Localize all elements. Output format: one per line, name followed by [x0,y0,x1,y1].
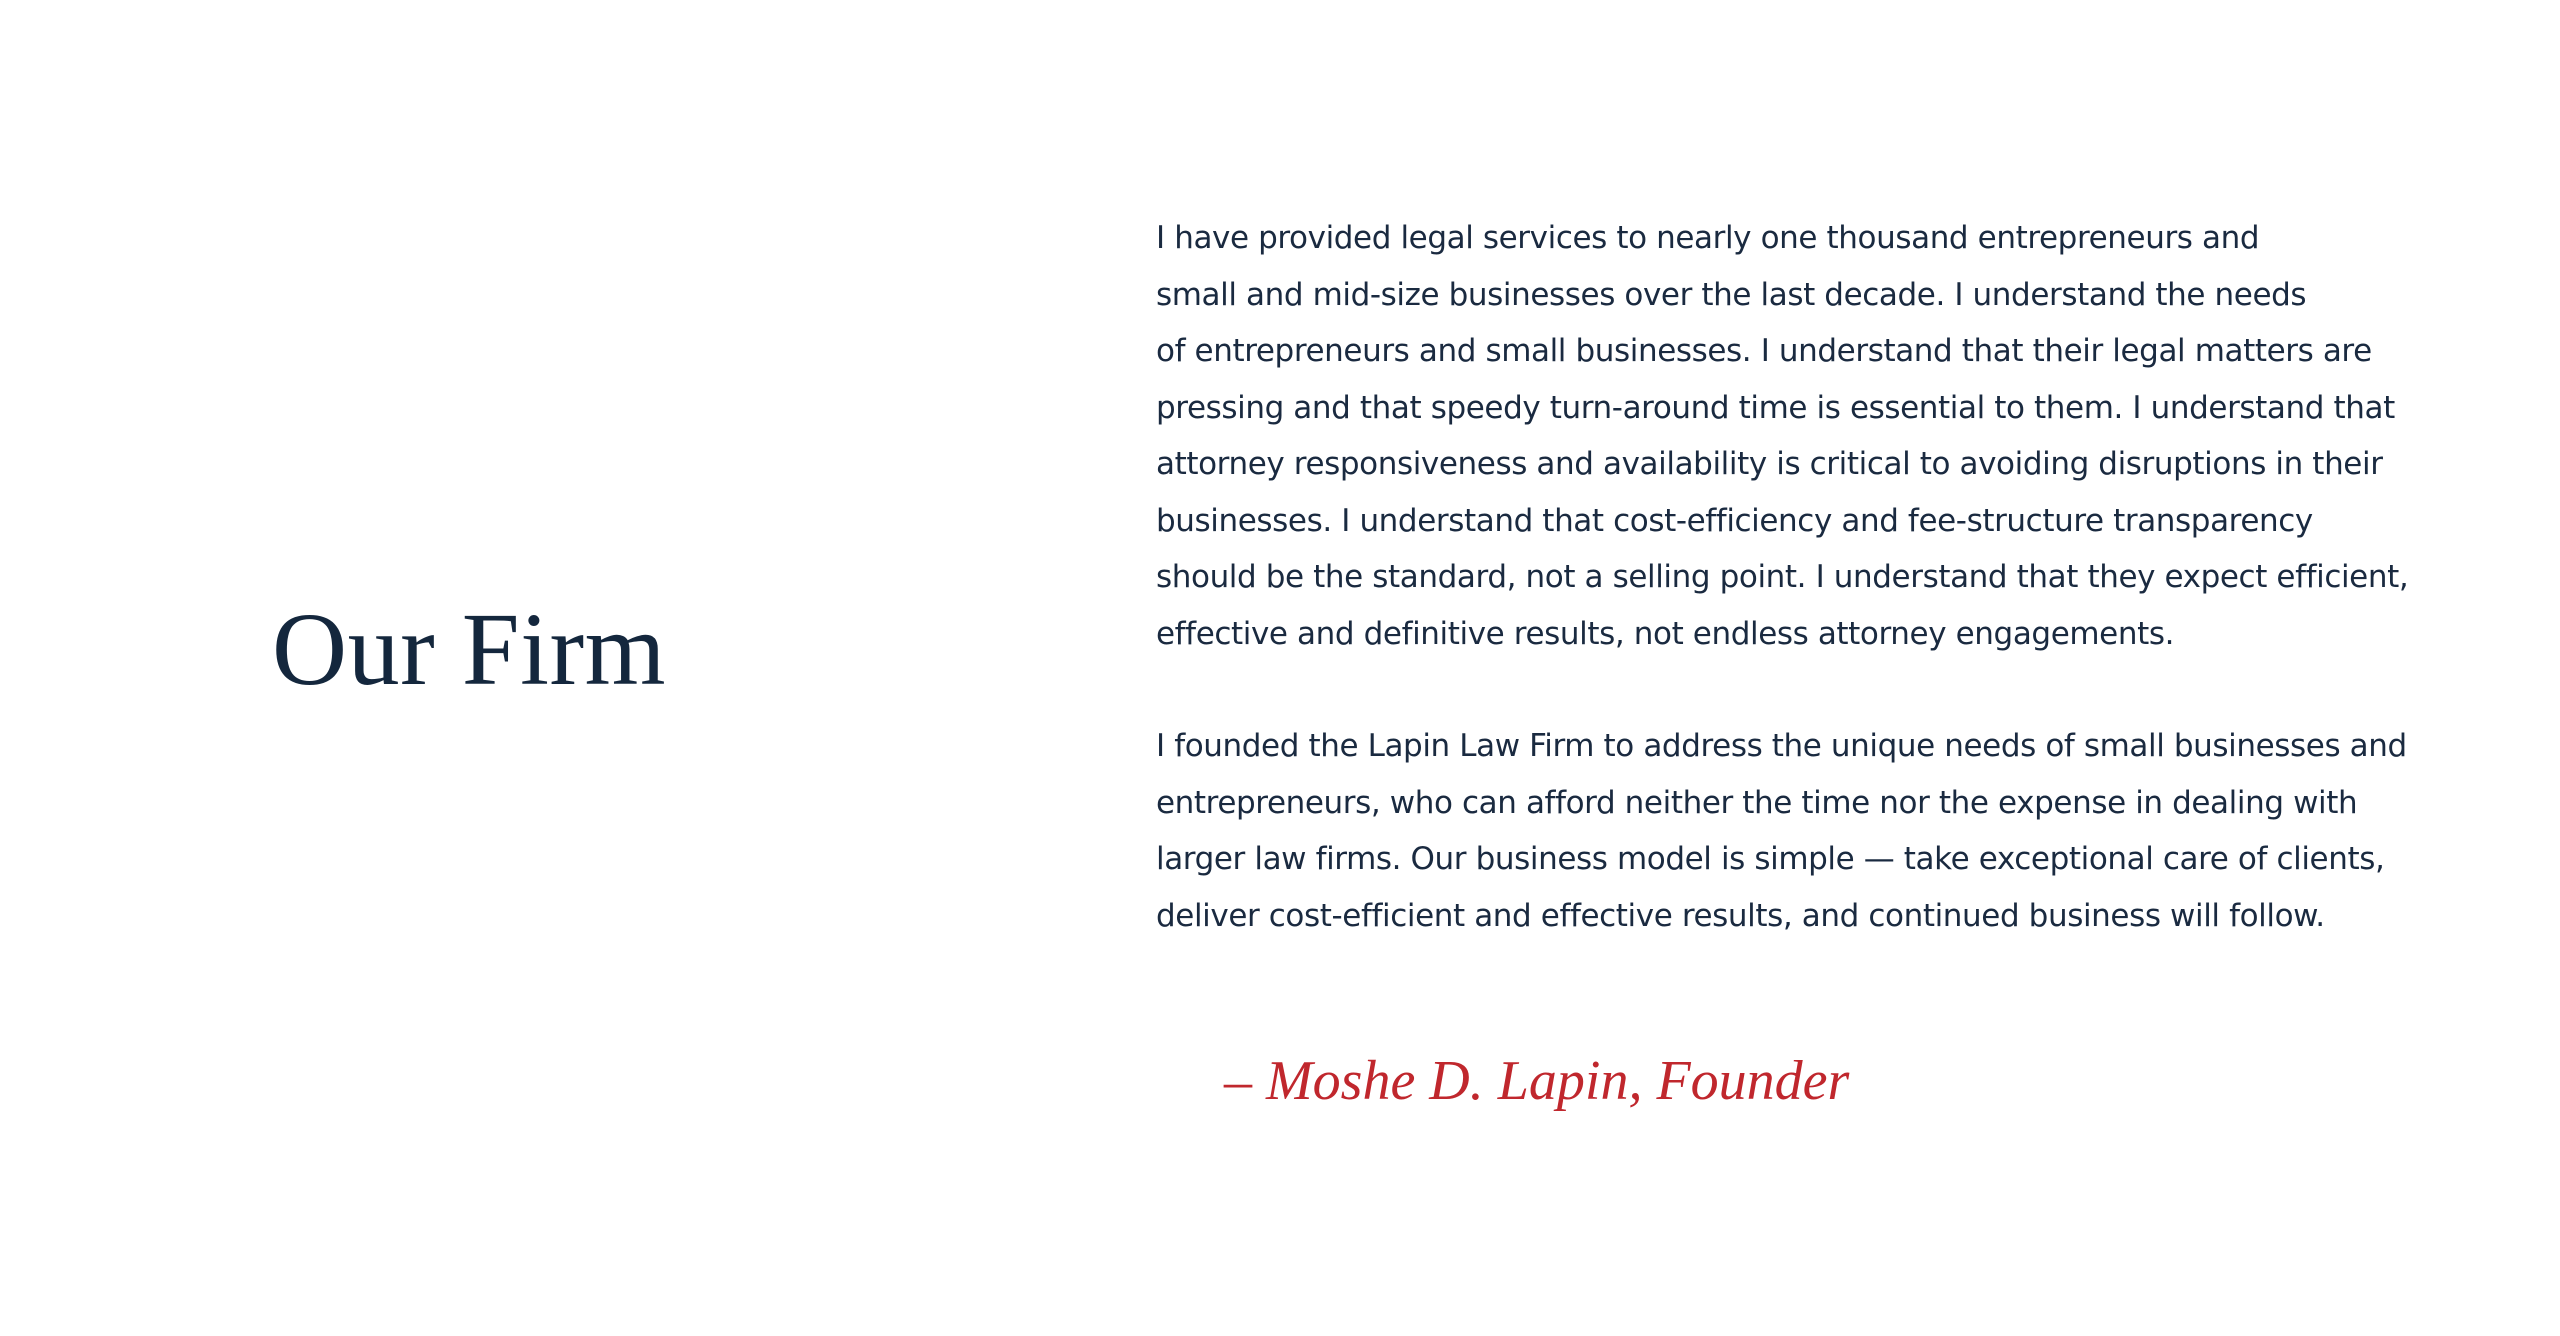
paragraph-line: larger law firms. Our business model is simple — take exceptional care of clients, [1156,841,2385,877]
paragraph-line: small and mid-size businesses over the last decade. I understand the needs [1156,276,2307,313]
paragraph-line: effective and definitive results, not endless attorney engagements. [1156,615,2175,652]
paragraph-line: businesses. I understand that cost-efficiency and fee-structure transparency [1156,502,2313,539]
body-text-column [1156,210,2409,944]
paragraph-line: entrepreneurs, who can afford neither the time nor the expense in dealing with [1156,784,2358,821]
paragraph-line: I have provided legal services to nearly one thousand entrepreneurs and [1156,220,2260,256]
paragraph-line: pressing and that speedy turn-around time is essential to them. I understand that [1156,389,2395,426]
founding-paragraph [1156,718,2407,944]
paragraph-line: should be the standard, not a selling point. I understand that they expect efficient, [1156,559,2409,595]
page-title: Our Firm [272,592,666,707]
heading-column [272,590,1072,710]
founder-signature: – Moshe D. Lapin, Founder [1224,1050,1850,1112]
intro-paragraph [1156,210,2409,662]
paragraph-line: deliver cost-efficient and effective results, and continued business will follow. [1156,897,2325,934]
paragraph-line: attorney responsiveness and availability is critical to avoiding disruptions in their [1156,446,2383,482]
paragraph-line: of entrepreneurs and small businesses. I understand that their legal matters are [1156,333,2372,369]
paragraph-line: I founded the Lapin Law Firm to address the unique needs of small businesses and [1156,728,2407,764]
